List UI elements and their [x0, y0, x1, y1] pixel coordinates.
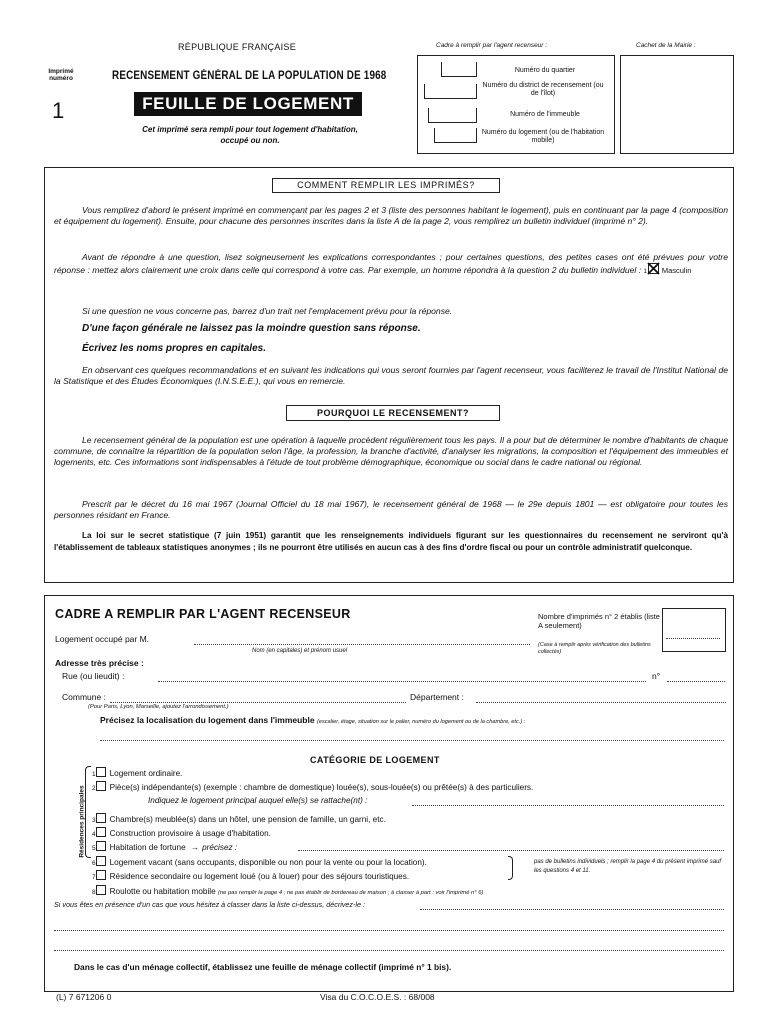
category-text-7: Résidence secondaire ou logement loué (ou à louer) pour des séjours touristiques. — [109, 872, 410, 881]
imprime-label: Imprimé numéro — [48, 68, 74, 82]
category-num-8: 8 — [92, 889, 96, 896]
category-checkbox-4[interactable] — [96, 827, 106, 837]
example-answer — [643, 265, 691, 275]
district-number-label: Numéro du district de recensement (ou de l'îlot) — [482, 82, 604, 97]
district-number-field[interactable] — [424, 84, 477, 99]
category-num-2: 2 — [92, 785, 96, 792]
instructions-p2-text: Avant de répondre à une question, lisez soigneusement les explications correspondantes ; pour certaines questions, des petites cases ont été prévues pour votre réponse : mettez alors clairement une croix dans celle qui correspond à votre cas. Par exemple, un homme répondra à la question 2 du bulletin individuel : — [54, 252, 728, 275]
category-text-6: Logement vacant (sans occupants, disponible ou non pour la vente ou pour la location). — [109, 858, 427, 867]
category-text-2: Pièce(s) indépendante(s) (exemple : chambre de domestique) louée(s), sous-louée(s) ou prêtée(s) à des particuliers. — [109, 783, 534, 792]
visa-label: Visa du C.O.C.O.E.S. : 68/008 — [320, 992, 435, 1002]
category-num-1: 1 — [92, 771, 96, 778]
category-item-7[interactable] — [92, 870, 409, 883]
hesitate-label: Si vous êtes en présence d'un cas que vous hésitez à classer dans la liste ci-dessus, décrivez-le : — [54, 900, 365, 909]
imprime-number: 1 — [52, 98, 65, 123]
address-label: Adresse très précise : — [55, 658, 144, 668]
street-number-field[interactable] — [667, 681, 725, 682]
category-text-3: Chambre(s) meublée(s) dans un hôtel, une pension de famille, un garni, etc. — [109, 815, 386, 824]
category-text-1: Logement ordinaire. — [109, 769, 183, 778]
principal-residences-label: Résidences principales — [78, 785, 86, 858]
category-checkbox-7[interactable] — [96, 870, 106, 880]
main-dwelling-field[interactable] — [412, 805, 724, 806]
agent-frame-heading: CADRE A REMPLIR PAR L'AGENT RECENSEUR — [55, 607, 351, 621]
instructions-p6: En observant ces quelques recommandations et en suivant les indications qui vous seront fournies par l'agent recenseur, vous faciliterez le travail de l'Institut National de la Statistique et des Études Économiques (I.N.S.E.E.), qui vous en remercie. — [54, 365, 728, 386]
quarter-number-label: Numéro du quartier — [514, 67, 576, 74]
census-title: RECENSEMENT GÉNÉRAL DE LA POPULATION DE 1968 — [112, 70, 387, 82]
instructions-p4: D'une façon générale ne laissez pas la moindre question sans réponse. — [82, 323, 421, 334]
category-checkbox-8[interactable] — [96, 885, 106, 895]
example-number: 1 — [643, 268, 647, 275]
category-item-5[interactable] — [92, 841, 237, 854]
street-label: Rue (ou lieudit) : — [62, 671, 125, 681]
category-num-3: 3 — [92, 817, 96, 824]
example-checkbox — [648, 263, 659, 274]
form-code: (L) 7 671206 0 — [56, 992, 112, 1002]
category-num-7: 7 — [92, 874, 96, 881]
agent-box-caption: Cadre à remplir par l'agent recenseur : — [436, 42, 548, 49]
example-label: Masculin — [661, 265, 692, 275]
why-heading: POURQUOI LE RECENSEMENT? — [286, 405, 500, 421]
sheet-subtitle: Cet imprimé sera rempli pour tout logement d'habitation, occupé ou non. — [142, 125, 358, 145]
instructions-p1: Vous remplirez d'abord le présent imprimé en commençant par les pages 2 et 3 (liste des personnes habitant le logement), puis en continuant par la page 4 (composition et équipement du logement). Ensuite, pour chacune des personnes inscrites dans la liste A de la page 2, vous remplirez un bulletin individuel (imprimé n° 2). — [54, 205, 728, 226]
items-6-7-note: pas de bulletins individuels ; remplir la page 4 du présent imprimé sauf les questions 4 et 11. — [534, 859, 722, 874]
makeshift-details-field[interactable] — [298, 850, 724, 851]
category-checkbox-3[interactable] — [96, 813, 106, 823]
occupant-name-hint: Nom (en capitales) et prénom usuel — [252, 648, 348, 654]
instructions-p3: Si une question ne vous concerne pas, barrez d'un trait net l'emplacement prévu pour la réponse. — [82, 306, 453, 316]
instructions-p2 — [54, 252, 728, 278]
category-num-5: 5 — [92, 845, 96, 852]
location-hint: (escalier, étage, situation sur le palier, numéro du logement ou de la chambre, etc.) : — [316, 719, 526, 725]
arrow-right-icon: → — [190, 843, 200, 852]
category-text-4: Construction provisoire à usage d'habitation. — [109, 829, 271, 838]
dwelling-number-label: Numéro du logement (ou de l'habitation mobile) — [481, 129, 605, 144]
category-item-6[interactable] — [92, 856, 427, 869]
category-checkbox-1[interactable] — [96, 767, 106, 777]
department-label: Département : — [410, 692, 464, 702]
category-item-3[interactable] — [92, 813, 386, 826]
category-text-8: Roulotte ou habitation mobile — [109, 887, 216, 896]
location-field[interactable] — [100, 740, 724, 741]
building-number-label: Numéro de l'immeuble — [510, 111, 580, 118]
hesitate-field-3[interactable] — [54, 950, 724, 951]
why-p1: Le recensement général de la population est une opération à laquelle procèdent régulièrement tous les pays. Il a pour but de déterminer le nombre d'habitants de chaque commune, de connaître la répartition de la population selon l'âge, la profession, la branche d'activité, d'analyser les migrations, la composition et l'équipement des immeubles et logements, etc. Ces informations sont indispensables à l'étude de tout problème démographique, économique ou social dans le cadre national ou régional. — [54, 435, 728, 467]
occupant-name-field[interactable] — [194, 644, 530, 645]
location-label — [100, 715, 525, 725]
printed-count-label: Nombre d'imprimés n° 2 établis (liste A seulement) — [538, 612, 660, 630]
mairie-stamp-box — [620, 55, 734, 154]
category-item-2[interactable] — [92, 781, 533, 794]
principal-residences-brace — [85, 766, 91, 858]
printed-count-box[interactable] — [662, 608, 726, 652]
category-heading: CATÉGORIE DE LOGEMENT — [310, 755, 440, 765]
commune-field[interactable] — [110, 702, 406, 703]
mairie-caption: Cachet de la Mairie : — [636, 42, 696, 49]
category-text-5: Habitation de fortune — [109, 843, 186, 852]
category-item-8-hint: (ne pas remplir la page 4 ; ne pas établir de bordereau de maison ; à classer à part : voir l'imprimé n° 6) — [217, 890, 484, 896]
street-field[interactable] — [158, 681, 646, 682]
occupied-by-label: Logement occupé par M. — [55, 634, 150, 644]
category-num-6: 6 — [92, 860, 96, 867]
commune-label: Commune : — [62, 692, 106, 702]
quarter-number-field[interactable] — [441, 62, 477, 77]
category-item-2-sub: Indiquez le logement principal auquel elle(s) se rattache(nt) : — [148, 796, 368, 805]
hesitate-field-2[interactable] — [54, 930, 724, 931]
dwelling-number-field[interactable] — [434, 128, 477, 143]
items-6-7-brace — [508, 856, 513, 880]
instructions-p5: Écrivez les noms propres en capitales. — [82, 343, 266, 354]
category-checkbox-6[interactable] — [96, 856, 106, 866]
category-num-4: 4 — [92, 831, 96, 838]
why-p2: Prescrit par le décret du 16 mai 1967 (Journal Officiel du 18 mai 1967), le recensement général de 1968 — le 29e depuis 1801 — est obligatoire pour toutes les personnes résidant en France. — [54, 499, 728, 520]
department-field[interactable] — [476, 702, 726, 703]
building-number-field[interactable] — [428, 108, 477, 123]
category-checkbox-5[interactable] — [96, 841, 106, 851]
category-item-8[interactable] — [92, 885, 483, 898]
category-item-4[interactable] — [92, 827, 271, 840]
republic-label: RÉPUBLIQUE FRANÇAISE — [178, 42, 297, 52]
why-p3: La loi sur le secret statistique (7 juin 1951) garantit que les renseignements individuels figurant sur les questionnaires du recensement ne serviront qu'à l'établissement de tableaux statistiques anonymes ; ils ne pourront être utilisés en aucun cas à des fins d'ordre fiscal ou pour un contrôle administratif quelconque. — [54, 531, 728, 552]
location-label-text: Précisez la localisation du logement dans l'immeuble — [100, 715, 315, 725]
instructions-heading: COMMENT REMPLIR LES IMPRIMÉS? — [272, 178, 500, 193]
collective-household-note: Dans le cas d'un ménage collectif, établissez une feuille de ménage collectif (imprimé n° 1 bis). — [74, 962, 452, 972]
commune-hint: (Pour Paris, Lyon, Marseille, ajoutez l'arrondissement.) — [88, 704, 229, 710]
hesitate-field-1[interactable] — [420, 909, 724, 910]
sheet-title: FEUILLE DE LOGEMENT — [134, 92, 362, 116]
category-checkbox-2[interactable] — [96, 781, 106, 791]
street-number-label: n° — [652, 671, 661, 681]
printed-count-note: (Case à remplir après vérification des bulletins collectés) — [538, 642, 651, 655]
category-item-1[interactable] — [92, 767, 182, 780]
category-item-5-hint: précisez : — [202, 843, 238, 852]
